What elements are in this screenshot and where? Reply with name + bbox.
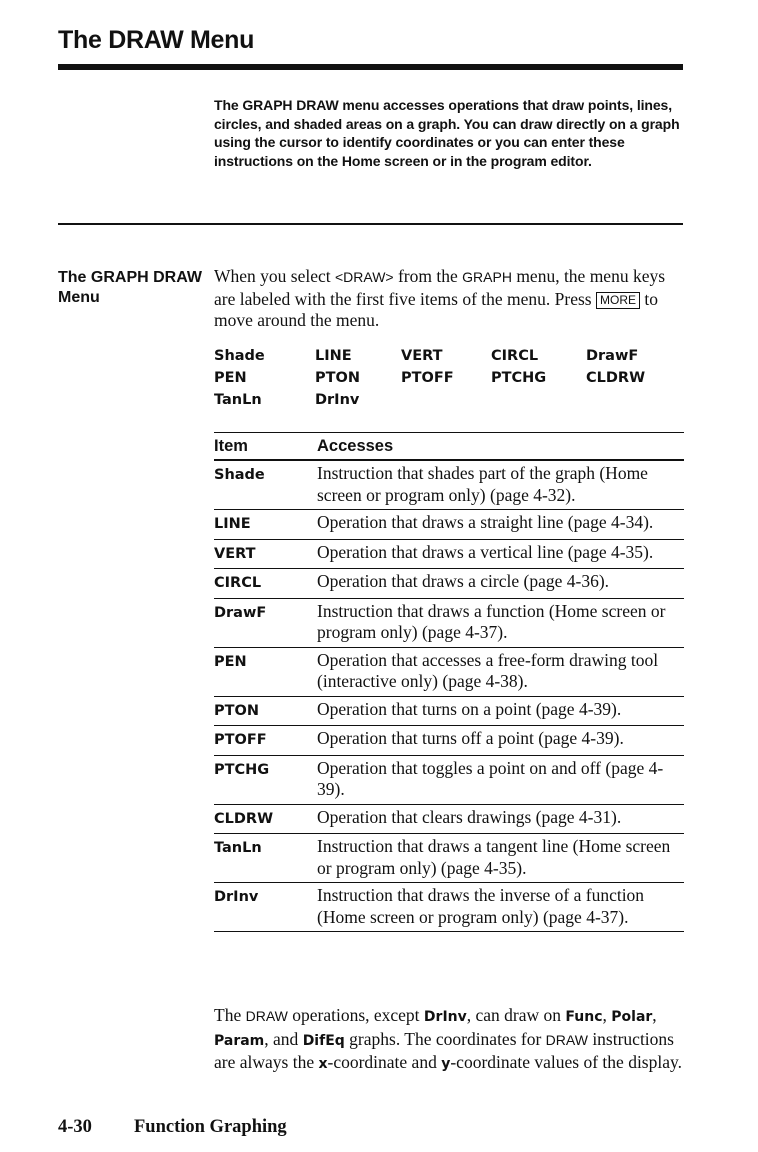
footnote-keyword: DrInv (423, 1009, 467, 1025)
menu-key: VERT (401, 348, 443, 364)
menu-key: DrawF (586, 348, 639, 364)
menu-key: PTCHG (491, 370, 547, 386)
item-name: CLDRW (214, 804, 317, 834)
item-description: Instruction that draws a function (Home screen or program only) (page 4-37). (317, 598, 684, 647)
column-header-accesses: Accesses (317, 433, 684, 461)
item-name: PTOFF (214, 726, 317, 756)
item-description: Operation that toggles a point on and off (page 4-39). (317, 755, 684, 804)
footnote-text: , and (264, 1028, 303, 1049)
item-name: CIRCL (214, 569, 317, 599)
table-row (214, 647, 684, 696)
item-name: VERT (214, 539, 317, 569)
menu-keys-row (214, 346, 666, 368)
footnote-text: , can draw on (466, 1005, 566, 1025)
table-row (214, 804, 684, 834)
item-name: Shade (214, 460, 317, 510)
item-name: DrInv (214, 883, 317, 932)
menu-key: PTOFF (401, 370, 454, 386)
item-name: TanLn (214, 834, 317, 883)
table-row (214, 883, 684, 932)
section-intro-text-3: menu, the menu keys are labeled with the first five items of the menu. Press (214, 266, 666, 309)
section-heading-line1: The GRAPH DRAW (58, 269, 202, 286)
table-row (214, 834, 684, 883)
chapter-title: Function Graphing (134, 1117, 287, 1137)
item-name: PTCHG (214, 755, 317, 804)
footnote-keyword: y (441, 1056, 451, 1072)
section-intro-text-1: When you select (214, 266, 335, 286)
footnote-paragraph (214, 1005, 684, 1076)
table-row (214, 510, 684, 540)
footnote-text: The (214, 1005, 246, 1025)
footnote-keyword: x (318, 1056, 328, 1072)
items-table (214, 432, 684, 932)
footnote-keyword: DRAW (245, 1008, 288, 1024)
item-name: PTON (214, 696, 317, 726)
footnote-text: operations, except (287, 1005, 424, 1025)
page-title: The DRAW Menu (58, 26, 255, 54)
table-row (214, 539, 684, 569)
item-name: LINE (214, 510, 317, 540)
more-keycap: MORE (596, 292, 640, 309)
footnote-text: instructions are always the (214, 1028, 674, 1072)
item-name: DrawF (214, 598, 317, 647)
item-description: Operation that turns on a point (page 4-39). (317, 696, 684, 726)
table-row (214, 569, 684, 599)
graph-key-ref: GRAPH (462, 269, 512, 285)
menu-key: DrInv (315, 392, 360, 408)
section-intro-text-2: from the (393, 266, 463, 286)
item-description: Instruction that shades part of the graph (Home screen or program only) (page 4-32). (317, 460, 684, 510)
item-description: Instruction that draws a tangent line (Home screen or program only) (page 4-35). (317, 834, 684, 883)
item-description: Instruction that draws the inverse of a function (Home screen or program only) (page 4-37). (317, 883, 684, 932)
menu-key: Shade (214, 348, 265, 364)
column-header-item: Item (214, 433, 317, 461)
footnote-text: , (652, 1005, 657, 1025)
item-description: Operation that draws a straight line (page 4-34). (317, 510, 684, 540)
section-divider (58, 223, 683, 225)
menu-keys-row (214, 390, 666, 412)
footnote-keyword: DifEq (302, 1032, 345, 1049)
item-description: Operation that clears drawings (page 4-31). (317, 804, 684, 834)
page-number: 4-30 (58, 1117, 92, 1137)
footnote-text: -coordinate values of the display. (450, 1052, 682, 1072)
table-row (214, 696, 684, 726)
section-heading-line2: Menu (58, 289, 100, 306)
menu-key: TanLn (214, 392, 262, 408)
footnote-keyword: Polar (611, 1009, 653, 1025)
menu-key: CIRCL (491, 348, 539, 364)
table-row (214, 598, 684, 647)
menu-key: PEN (214, 370, 247, 386)
table-row (214, 726, 684, 756)
table-header-row (214, 433, 684, 461)
draw-key-ref: <DRAW> (335, 269, 394, 285)
menu-keys-row (214, 368, 666, 390)
section-intro (214, 266, 684, 332)
menu-key: CLDRW (586, 370, 646, 386)
menu-key: LINE (315, 348, 352, 364)
menu-key: PTON (315, 370, 360, 386)
page-footer (58, 1117, 287, 1138)
footnote-text: , (602, 1005, 612, 1025)
footnote-keyword: Func (565, 1009, 603, 1025)
footnote-text: -coordinate and (327, 1052, 442, 1072)
footnote-keyword: Param (214, 1032, 265, 1049)
footnote-text: graphs. The coordinates for (344, 1028, 546, 1049)
table-row (214, 460, 684, 510)
item-description: Operation that draws a vertical line (page 4-35). (317, 539, 684, 569)
footnote-keyword: DRAW (545, 1031, 588, 1048)
item-description: Operation that draws a circle (page 4-36). (317, 569, 684, 599)
item-description: Operation that turns off a point (page 4-39). (317, 726, 684, 756)
item-description: Operation that accesses a free-form drawing tool (interactive only) (page 4-38). (317, 647, 684, 696)
section-intro-text-4: to move around the menu. (214, 288, 658, 330)
table-row (214, 755, 684, 804)
menu-keys-grid (214, 346, 666, 412)
item-name: PEN (214, 647, 317, 696)
title-divider (58, 64, 683, 70)
intro-paragraph: The GRAPH DRAW menu accesses operations that draw points, lines, circles, and shaded areas on a graph. You can draw directly on a graph using the cursor to identify coordinates or you can enter these instructions on the Home screen or in the program editor. (214, 97, 680, 169)
section-heading (58, 268, 218, 308)
